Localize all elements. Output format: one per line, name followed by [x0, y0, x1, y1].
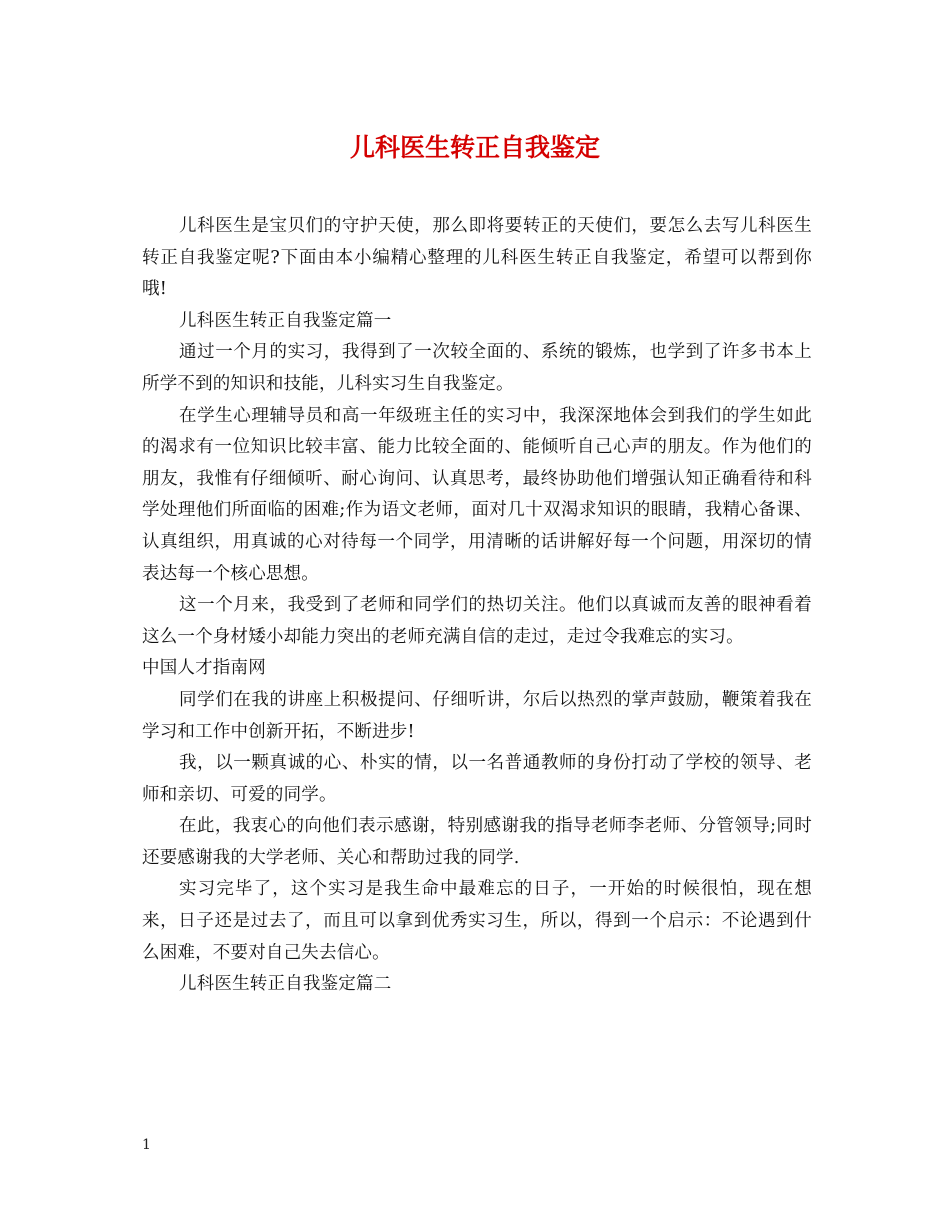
section-heading-part-two: 儿科医生转正自我鉴定篇二 [179, 974, 392, 995]
paragraph-intro: 儿科医生是宝贝们的守护天使，那么即将要转正的天使们，要怎么去写儿科医生转正自我鉴定呢?下面由本小编精心整理的儿科医生转正自我鉴定，希望可以帮到你哦! [142, 216, 812, 300]
paragraph: 同学们在我的讲座上积极提问、仔细听讲，尔后以热烈的掌声鼓励，鞭策着我在学习和工作中创新开拓，不断进步! [142, 689, 812, 742]
paragraph: 这一个月来，我受到了老师和同学们的热切关注。他们以真诚而友善的眼神看着这么一个身材矮小却能力突出的老师充满自信的走过，走过令我难忘的实习。 [142, 595, 812, 647]
paragraph: 我，以一颗真诚的心、朴实的情，以一名普通教师的身份打动了学校的领导、老师和亲切、可爱的同学。 [142, 753, 812, 805]
paragraph: 实习完毕了，这个实习是我生命中最难忘的日子，一开始的时候很怕，现在想来，日子还是过去了，而且可以拿到优秀实习生，所以，得到一个启示：不论遇到什么困难，不要对自己失去信心。 [142, 879, 812, 963]
paragraph: 通过一个月的实习，我得到了一次较全面的、系统的锻炼，也学到了许多书本上所学不到的知识和技能，儿科实习生自我鉴定。 [142, 342, 812, 394]
section-heading-part-one: 儿科医生转正自我鉴定篇一 [179, 310, 392, 331]
page-number: 1 [142, 1137, 151, 1153]
document-body [142, 211, 812, 1001]
source-note: 中国人才指南网 [142, 658, 266, 679]
document-title: 儿科医生转正自我鉴定 [349, 133, 600, 162]
paragraph: 在此，我衷心的向他们表示感谢，特别感谢我的指导老师李老师、分管领导;同时还要感谢我的大学老师、关心和帮助过我的同学. [142, 816, 812, 868]
paragraph: 在学生心理辅导员和高一年级班主任的实习中，我深深地体会到我们的学生如此的渴求有一位知识比较丰富、能力比较全面的、能倾听自己心声的朋友。作为他们的朋友，我惟有仔细倾听、耐心询问、认真思考，最终协助他们增强认知正确看待和科学处理他们所面临的困难;作为语文老师，面对几十双渴求知识的眼睛，我精心备课、认真组织，用真诚的心对待每一个同学，用清晰的话讲解好每一个问题，用深切的情表达每一个核心思想。 [142, 405, 812, 584]
